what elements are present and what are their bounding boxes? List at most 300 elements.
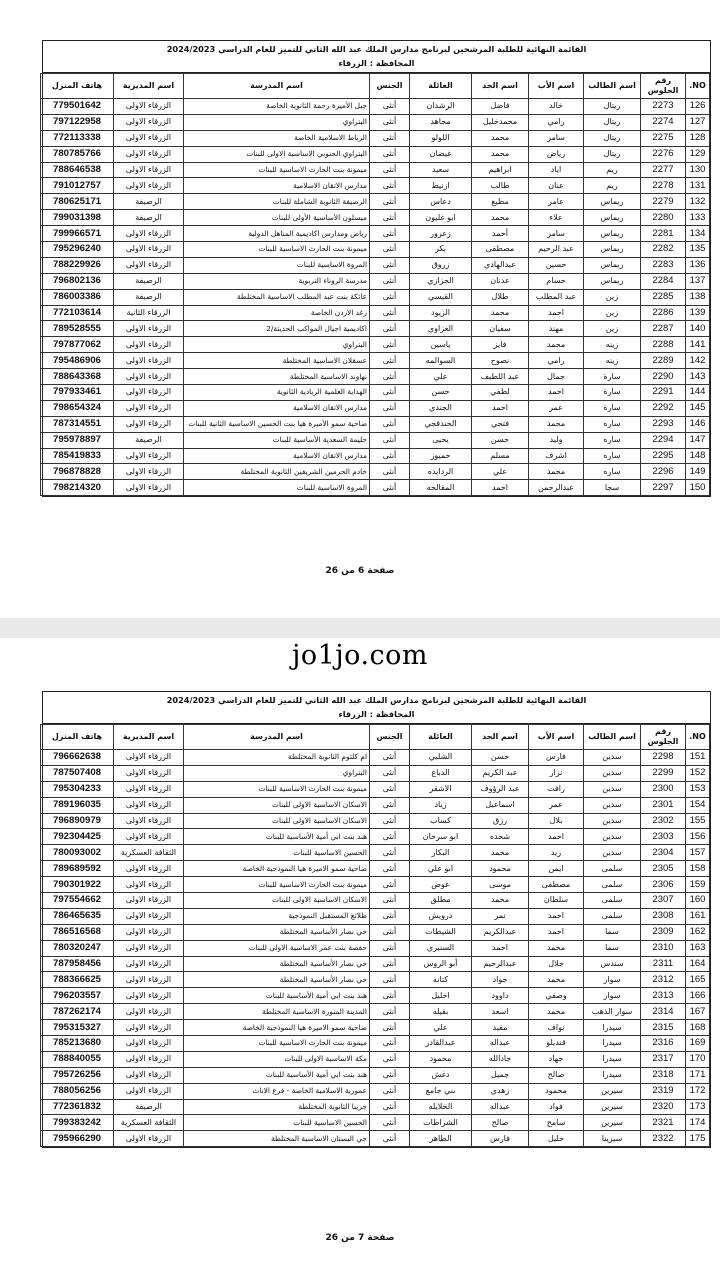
cell-directorate: الزرقاء الاولى (114, 385, 184, 401)
cell-seat-number: 2286 (641, 305, 686, 321)
column-header-directorate: اسم المديرية (114, 74, 184, 99)
cell-school-name: رغد الاردن الخاصة (184, 305, 370, 321)
cell-no: 130 (686, 162, 710, 178)
sheet-header (43, 41, 710, 73)
cell-student-name: ريماس (584, 210, 641, 226)
cell-father-name: احمد (529, 829, 584, 845)
cell-no: 154 (686, 797, 710, 813)
cell-seat-number: 2314 (641, 1004, 686, 1020)
cell-home-phone: 785419833 (41, 448, 114, 464)
cell-student-name: سوار الذهب (584, 1004, 641, 1020)
table-row (41, 1067, 710, 1083)
table-row (41, 1004, 710, 1020)
cell-school-name: حفصة بنت عمر الاساسية الاولى للبنات (184, 940, 370, 956)
cell-student-name: زين (584, 321, 641, 337)
table-row (41, 797, 710, 813)
cell-father-name: سلطان (529, 893, 584, 909)
cell-home-phone: 791012757 (41, 178, 114, 194)
cell-no: 165 (686, 972, 710, 988)
cell-home-phone: 795486906 (41, 353, 114, 369)
cell-home-phone: 787958456 (41, 956, 114, 972)
cell-directorate: الزرقاء الاولى (114, 813, 184, 829)
cell-directorate: الزرقاء الاولى (114, 781, 184, 797)
cell-no: 172 (686, 1083, 710, 1099)
cell-family-name: علي (410, 369, 472, 385)
cell-student-name: ريتال (584, 146, 641, 162)
cell-school-name: هند بنت ابي أمية الأساسية للبنات (184, 988, 370, 1004)
cell-gender: أنثى (370, 797, 410, 813)
cell-home-phone: 786516568 (41, 924, 114, 940)
cell-student-name: ريماس (584, 226, 641, 242)
column-header-seat-number: رقم الجلوس (641, 725, 686, 750)
cell-directorate: الزرقاء الاولى (114, 1051, 184, 1067)
cell-seat-number: 2304 (641, 845, 686, 861)
cell-school-name: رياض ومدارس اكاديمية المناهل الدولية (184, 226, 370, 242)
cell-family-name: زروق (410, 257, 472, 273)
cell-family-name: سعيد (410, 162, 472, 178)
cell-gender: أنثى (370, 242, 410, 258)
cell-father-name: جمال (529, 369, 584, 385)
cell-school-name: عائكة بنت عبد المطلب الاساسية المختلطة (184, 289, 370, 305)
table-row (41, 273, 710, 289)
cell-grandfather-name: عبدالهادي (472, 257, 529, 273)
cell-grandfather-name: فتحي (472, 416, 529, 432)
cell-family-name: كتانه (410, 972, 472, 988)
cell-student-name: ريم (584, 178, 641, 194)
cell-directorate: الزرقاء الاولى (114, 146, 184, 162)
cell-student-name: سجا (584, 480, 641, 496)
cell-grandfather-name: عبداله (472, 1036, 529, 1052)
cell-home-phone: 795966290 (41, 1131, 114, 1147)
page-separator (0, 618, 720, 638)
cell-no: 138 (686, 289, 710, 305)
cell-gender: أنثى (370, 464, 410, 480)
cell-gender: أنثى (370, 400, 410, 416)
cell-father-name: بلال (529, 813, 584, 829)
cell-grandfather-name: ابراهيم (472, 162, 529, 178)
cell-no: 162 (686, 924, 710, 940)
document-page-7 (0, 638, 720, 1280)
table-row (41, 908, 710, 924)
cell-no: 144 (686, 385, 710, 401)
cell-no: 126 (686, 99, 710, 115)
cell-school-name: ميمونة بنت الحارث الاساسية للبنات (184, 162, 370, 178)
cell-family-name: دغش (410, 1067, 472, 1083)
column-header-gender: الجنس (370, 74, 410, 99)
cell-home-phone: 788366625 (41, 972, 114, 988)
table-row (41, 1051, 710, 1067)
cell-father-name: خليل (529, 1131, 584, 1147)
cell-student-name: سوار (584, 972, 641, 988)
cell-directorate: الرصيفة (114, 194, 184, 210)
cell-family-name: محمود (410, 1051, 472, 1067)
cell-father-name: رامي (529, 114, 584, 130)
table-row (41, 162, 710, 178)
cell-family-name: الشيطات (410, 924, 472, 940)
column-header-student-name: اسم الطالب (584, 74, 641, 99)
cell-family-name: اخليل (410, 988, 472, 1004)
cell-seat-number: 2306 (641, 877, 686, 893)
cell-seat-number: 2309 (641, 924, 686, 940)
cell-home-phone: 796662638 (41, 750, 114, 766)
column-header-family-name: العائلة (410, 725, 472, 750)
cell-family-name: السنيري (410, 940, 472, 956)
candidates-sheet (42, 40, 711, 497)
cell-school-name: جريبا الثانوية المختلطة (184, 1099, 370, 1115)
column-header-home-phone: هاتف المنزل (41, 74, 114, 99)
cell-directorate: الزرقاء الاولى (114, 353, 184, 369)
cell-school-name: الرصيفة الثانوية الشاملة للبنات (184, 194, 370, 210)
cell-home-phone: 797877062 (41, 337, 114, 353)
cell-family-name: دعاس (410, 194, 472, 210)
cell-family-name: أبو الروس (410, 956, 472, 972)
cell-student-name: سلمى (584, 861, 641, 877)
cell-student-name: سلمى (584, 893, 641, 909)
cell-family-name: مجاهد (410, 114, 472, 130)
table-row (41, 257, 710, 273)
cell-father-name: رافت (529, 781, 584, 797)
cell-gender: أنثى (370, 988, 410, 1004)
cell-father-name: عبدالرحمن (529, 480, 584, 496)
cell-gender: أنثى (370, 337, 410, 353)
cell-family-name: زعرور (410, 226, 472, 242)
cell-gender: أنثى (370, 321, 410, 337)
cell-school-name: ميسلون الأساسية الأولى للبنات (184, 210, 370, 226)
cell-directorate: الزرقاء الاولى (114, 797, 184, 813)
cell-directorate: الزرقاء الاولى (114, 257, 184, 273)
column-header-no: NO. (686, 725, 710, 750)
table-row (41, 1131, 710, 1147)
cell-home-phone: 795978897 (41, 432, 114, 448)
cell-family-name: عبدالقادر (410, 1036, 472, 1052)
cell-grandfather-name: عبدالرحيم (472, 956, 529, 972)
cell-seat-number: 2320 (641, 1099, 686, 1115)
table-row (41, 940, 710, 956)
cell-student-name: سدين (584, 845, 641, 861)
cell-seat-number: 2295 (641, 448, 686, 464)
cell-father-name: مهند (529, 321, 584, 337)
cell-home-phone: 788056256 (41, 1083, 114, 1099)
cell-family-name: ابو غليون (410, 210, 472, 226)
cell-student-name: ساره (584, 464, 641, 480)
cell-school-name: هند بنت ابي أمية الأساسية للبنات (184, 1067, 370, 1083)
cell-no: 132 (686, 194, 710, 210)
cell-directorate: الرصيفة (114, 273, 184, 289)
cell-school-name: مدرسة الروناء التربوية (184, 273, 370, 289)
table-row (41, 210, 710, 226)
table-row (41, 226, 710, 242)
cell-directorate: الزرقاء الاولى (114, 114, 184, 130)
cell-directorate: الزرقاء الاولى (114, 829, 184, 845)
cell-seat-number: 2274 (641, 114, 686, 130)
cell-family-name: الخندقجي (410, 416, 472, 432)
cell-grandfather-name: طلال (472, 289, 529, 305)
cell-gender: أنثى (370, 114, 410, 130)
cell-father-name: اياد (529, 162, 584, 178)
table-row (41, 1020, 710, 1036)
cell-seat-number: 2305 (641, 861, 686, 877)
cell-student-name: ريماس (584, 257, 641, 273)
cell-school-name: ميمونة بنت الحارث الاساسية للبنات (184, 242, 370, 258)
cell-directorate: الزرقاء الاولى (114, 99, 184, 115)
cell-seat-number: 2289 (641, 353, 686, 369)
cell-no: 158 (686, 861, 710, 877)
cell-directorate: الرصيفة (114, 432, 184, 448)
cell-gender: أنثى (370, 845, 410, 861)
cell-student-name: زين (584, 289, 641, 305)
cell-family-name: بكر (410, 242, 472, 258)
cell-school-name: حي نصار الأساسية المختلطة (184, 924, 370, 940)
cell-gender: أنثى (370, 385, 410, 401)
cell-student-name: سيرين (584, 1099, 641, 1115)
column-header-father-name: اسم الأب (529, 725, 584, 750)
cell-school-name: ميمونة بنت الحارث الاساسية للبنات (184, 877, 370, 893)
cell-grandfather-name: محمد (472, 305, 529, 321)
cell-grandfather-name: محمد (472, 146, 529, 162)
cell-school-name: ضاحية سمو الاميرة هيا النموذجية الخاصة (184, 861, 370, 877)
table-row (41, 448, 710, 464)
cell-family-name: عوض (410, 877, 472, 893)
cell-student-name: ساره (584, 432, 641, 448)
cell-family-name: الرشدان (410, 99, 472, 115)
cell-father-name: حسين (529, 257, 584, 273)
cell-seat-number: 2307 (641, 893, 686, 909)
column-header-directorate: اسم المديرية (114, 725, 184, 750)
cell-father-name: حسام (529, 273, 584, 289)
cell-school-name: المروة الاساسية للبنات (184, 480, 370, 496)
cell-seat-number: 2283 (641, 257, 686, 273)
cell-grandfather-name: مفيد (472, 1020, 529, 1036)
cell-seat-number: 2315 (641, 1020, 686, 1036)
cell-gender: أنثى (370, 273, 410, 289)
cell-directorate: الزرقاء الاولى (114, 321, 184, 337)
cell-gender: أنثى (370, 1115, 410, 1131)
cell-student-name: سارة (584, 400, 641, 416)
cell-no: 139 (686, 305, 710, 321)
cell-father-name: علاء (529, 210, 584, 226)
table-row (41, 861, 710, 877)
cell-home-phone: 788646538 (41, 162, 114, 178)
cell-home-phone: 795315327 (41, 1020, 114, 1036)
cell-directorate: الزرقاء الاولى (114, 337, 184, 353)
column-header-gender: الجنس (370, 725, 410, 750)
cell-gender: أنثى (370, 178, 410, 194)
cell-seat-number: 2302 (641, 813, 686, 829)
cell-gender: أنثى (370, 369, 410, 385)
table-header-row (41, 725, 710, 750)
cell-no: 128 (686, 130, 710, 146)
cell-no: 146 (686, 416, 710, 432)
cell-directorate: الزرقاء الاولى (114, 448, 184, 464)
cell-seat-number: 2276 (641, 146, 686, 162)
cell-no: 140 (686, 321, 710, 337)
cell-school-name: البتراوي (184, 114, 370, 130)
cell-directorate: الرصيفة (114, 210, 184, 226)
cell-directorate: الزرقاء الاولى (114, 924, 184, 940)
cell-seat-number: 2293 (641, 416, 686, 432)
table-row (41, 845, 710, 861)
cell-grandfather-name: طالب (472, 178, 529, 194)
cell-no: 129 (686, 146, 710, 162)
cell-student-name: سيدرا (584, 1051, 641, 1067)
cell-home-phone: 787314551 (41, 416, 114, 432)
cell-family-name: الجندي (410, 400, 472, 416)
cell-directorate: الزرقاء الاولى (114, 400, 184, 416)
cell-directorate: الزرقاء الاولى (114, 908, 184, 924)
cell-student-name: ريماس (584, 194, 641, 210)
cell-directorate: الزرقاء الاولى (114, 162, 184, 178)
cell-seat-number: 2318 (641, 1067, 686, 1083)
cell-school-name: عمورية الاسلامية الخاصة - فرع الاناث (184, 1083, 370, 1099)
cell-no: 143 (686, 369, 710, 385)
cell-no: 150 (686, 480, 710, 496)
cell-gender: أنثى (370, 893, 410, 909)
cell-seat-number: 2285 (641, 289, 686, 305)
cell-directorate: الزرقاء الاولى (114, 1004, 184, 1020)
cell-family-name: كساب (410, 813, 472, 829)
cell-directorate: الزرقاء الاولى (114, 369, 184, 385)
cell-seat-number: 2311 (641, 956, 686, 972)
cell-seat-number: 2287 (641, 321, 686, 337)
cell-directorate: الزرقاء الاولى (114, 242, 184, 258)
cell-no: 175 (686, 1131, 710, 1147)
cell-home-phone: 796203557 (41, 988, 114, 1004)
cell-no: 151 (686, 750, 710, 766)
cell-father-name: عمر (529, 797, 584, 813)
cell-grandfather-name: محمدخليل (472, 114, 529, 130)
cell-directorate: الرصيفة (114, 289, 184, 305)
cell-grandfather-name: مصطفى (472, 242, 529, 258)
cell-home-phone: 795726256 (41, 1067, 114, 1083)
cell-seat-number: 2297 (641, 480, 686, 496)
cell-school-name: ام كلثوم الثانوية المختلطة (184, 750, 370, 766)
cell-family-name: القيسي (410, 289, 472, 305)
cell-no: 166 (686, 988, 710, 1004)
cell-student-name: ريماس (584, 242, 641, 258)
cell-directorate: الزرقاء الثانية (114, 305, 184, 321)
cell-school-name: عسقلان الاساسية المختلطة (184, 353, 370, 369)
cell-grandfather-name: شحده (472, 829, 529, 845)
cell-grandfather-name: مطيع (472, 194, 529, 210)
cell-father-name: جهاد (529, 1051, 584, 1067)
cell-grandfather-name: داوود (472, 988, 529, 1004)
cell-father-name: محمد (529, 1004, 584, 1020)
cell-directorate: الزرقاء الاولى (114, 464, 184, 480)
cell-grandfather-name: احمد (472, 480, 529, 496)
cell-directorate: الزرقاء الاولى (114, 1020, 184, 1036)
cell-gender: أنثى (370, 940, 410, 956)
cell-gender: أنثى (370, 162, 410, 178)
cell-grandfather-name: أحمد (472, 226, 529, 242)
table-row (41, 146, 710, 162)
table-row (41, 99, 710, 115)
cell-father-name: عبد المطلب (529, 289, 584, 305)
cell-home-phone: 772361832 (41, 1099, 114, 1115)
cell-family-name: درويش (410, 908, 472, 924)
cell-family-name: اللولو (410, 130, 472, 146)
cell-home-phone: 796890979 (41, 813, 114, 829)
cell-no: 152 (686, 765, 710, 781)
cell-seat-number: 2288 (641, 337, 686, 353)
cell-gender: أنثى (370, 813, 410, 829)
table-row (41, 972, 710, 988)
cell-no: 135 (686, 242, 710, 258)
cell-no: 145 (686, 400, 710, 416)
cell-grandfather-name: لطفي (472, 385, 529, 401)
cell-school-name: جبل الأميرة رحمة الثانوية الخاصة (184, 99, 370, 115)
cell-grandfather-name: محمد (472, 130, 529, 146)
cell-student-name: سدين (584, 781, 641, 797)
cell-student-name: ساره (584, 448, 641, 464)
table-row (41, 1115, 710, 1131)
cell-school-name: مدارس الاتقان الاسلامية (184, 178, 370, 194)
cell-grandfather-name: نمر (472, 908, 529, 924)
column-header-home-phone: هاتف المنزل (41, 725, 114, 750)
cell-family-name: البكار (410, 845, 472, 861)
cell-school-name: الاسكان الاساسية الاولى للبنات (184, 797, 370, 813)
cell-seat-number: 2312 (641, 972, 686, 988)
cell-grandfather-name: مسلم (472, 448, 529, 464)
cell-no: 163 (686, 940, 710, 956)
cell-home-phone: 780625171 (41, 194, 114, 210)
cell-father-name: رامي (529, 353, 584, 369)
table-row (41, 369, 710, 385)
cell-no: 137 (686, 273, 710, 289)
cell-gender: أنثى (370, 765, 410, 781)
cell-home-phone: 785213680 (41, 1036, 114, 1052)
cell-home-phone: 780785766 (41, 146, 114, 162)
cell-gender: أنثى (370, 781, 410, 797)
cell-grandfather-name: عدنان (472, 273, 529, 289)
cell-family-name: حسن (410, 385, 472, 401)
column-header-school-name: اسم المدرسة (184, 74, 370, 99)
cell-family-name: مطلق (410, 893, 472, 909)
cell-no: 156 (686, 829, 710, 845)
cell-seat-number: 2294 (641, 432, 686, 448)
cell-seat-number: 2280 (641, 210, 686, 226)
cell-family-name: الشراطات (410, 1115, 472, 1131)
cell-school-name: حي البستان الاساسية المختلطة (184, 1131, 370, 1147)
cell-student-name: سيدرا (584, 1036, 641, 1052)
candidates-table (40, 73, 710, 496)
sheet-title: القائمة النهائية للطلبة المرشحين لبرنامج مدارس الملك عبد الله الثاني للتميز للعام الدراسي 2024/2023 (166, 44, 587, 54)
cell-home-phone: 796802136 (41, 273, 114, 289)
cell-school-name: ميمونة بنت الحارث الاساسية للبنات (184, 1036, 370, 1052)
cell-seat-number: 2273 (641, 99, 686, 115)
cell-grandfather-name: عبد اللطيف (472, 369, 529, 385)
cell-father-name: ايمن (529, 861, 584, 877)
governorate-label: المحافظة : الزرقاء (338, 709, 415, 719)
cell-gender: أنثى (370, 1131, 410, 1147)
cell-no: 142 (686, 353, 710, 369)
cell-grandfather-name: محمد (472, 893, 529, 909)
cell-student-name: ساره (584, 416, 641, 432)
cell-gender: أنثى (370, 99, 410, 115)
cell-student-name: ريتال (584, 114, 641, 130)
cell-gender: أنثى (370, 146, 410, 162)
cell-father-name: عمر (529, 400, 584, 416)
cell-father-name: خالد (529, 99, 584, 115)
cell-family-name: الطاهر (410, 1131, 472, 1147)
cell-directorate: الزرقاء الاولى (114, 1131, 184, 1147)
cell-home-phone: 799383242 (41, 1115, 114, 1131)
cell-father-name: صالح (529, 1067, 584, 1083)
cell-family-name: الزيود (410, 305, 472, 321)
cell-home-phone: 799031398 (41, 210, 114, 226)
cell-directorate: الثقافة العسكرية (114, 1115, 184, 1131)
cell-gender: أنثى (370, 924, 410, 940)
cell-grandfather-name: اسعد (472, 1004, 529, 1020)
